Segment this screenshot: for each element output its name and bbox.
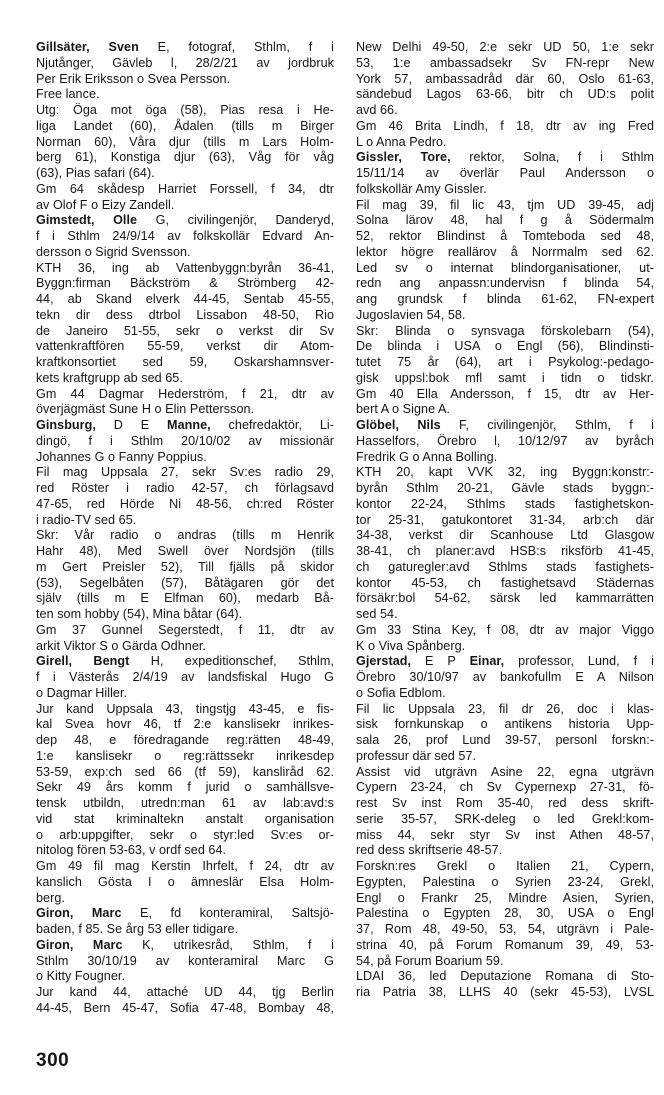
text-line	[36, 843, 334, 859]
text-line	[36, 560, 334, 576]
text-line	[356, 103, 654, 119]
entry-text: berg 61), Konstiga djur (63), Våg för våg	[36, 150, 334, 165]
text-line	[36, 213, 334, 229]
text-line	[356, 812, 654, 828]
text-line	[36, 544, 334, 560]
text-line	[36, 40, 334, 56]
text-line	[356, 497, 654, 513]
text-line	[36, 103, 334, 119]
entry-text: (53), Segelbåten (57), Båtägaren gör det	[36, 575, 334, 590]
text-line	[36, 922, 334, 938]
entry-text: f i Västerås 2/4/19 av landsfiskal Hugo G	[36, 670, 334, 684]
entry-text: lektor högre reallärov å Norrmalm sed 62.	[356, 244, 654, 259]
text-line	[356, 182, 654, 198]
entry-text: 34-38, verkst dir Scanhouse Ltd Glasgow	[356, 528, 654, 543]
entry-text: 47-65, red Hörde Ni 48-56, ch:red Röster	[36, 496, 334, 511]
text-line	[356, 891, 654, 907]
entry-text: KTH 36, ing ab Vattenbyggn:byrån 36-41,	[36, 260, 334, 275]
text-line	[36, 166, 334, 182]
entry-text: Jur kand 44, attaché UD 44, tjg Berlin	[36, 985, 334, 999]
biography-entry	[356, 654, 654, 1001]
entry-text: bert A o Signe A.	[356, 402, 450, 417]
entry-text: försäkr:bol 54-62, särsk led kammarrätten	[356, 591, 654, 606]
entry-text: D E	[95, 418, 168, 432]
entry-text: redn ang anpassn:undervisn f blinda 54,	[356, 276, 654, 291]
text-line	[356, 213, 654, 229]
entry-text: Gm 40 Ella Andersson, f 15, dtr av Her-	[356, 386, 654, 401]
entry-text: Egypten, Palestina o Syrien 23-24, Grekl,	[356, 874, 654, 889]
text-line	[36, 702, 334, 718]
entry-text: Led sv o internat blindorganisationer, ut-	[356, 260, 654, 275]
entry-text: i radio-TV sed 65.	[36, 512, 137, 527]
text-line	[36, 733, 334, 749]
text-line	[36, 1001, 334, 1017]
entry-text: sed 54.	[356, 607, 398, 621]
entry-text: de Janeiro 51-55, sekr o verkst dir Sv	[36, 323, 334, 338]
text-line	[356, 355, 654, 371]
text-line	[36, 150, 334, 166]
entry-text: arkit Viktor S o Gärda Odhner.	[36, 638, 206, 653]
entry-text: Free lance.	[36, 87, 100, 102]
entry-text: K, utrikesråd, Sthlm, f i	[122, 937, 334, 952]
text-line	[36, 261, 334, 277]
entry-text: 52, rektor Blindinst å Tomteboda sed 48,	[356, 229, 654, 243]
text-line	[36, 717, 334, 733]
entry-text: kraftkonsortiet sed 59, Oskarshamnsver-	[36, 355, 334, 369]
entry-text: KTH 20, kapt VVK 32, ing Byggn:konstr:-	[356, 465, 654, 480]
entry-text: 53-59, exp:ch sed 66 (tf 59), kansliråd 62.	[36, 764, 334, 779]
text-line	[356, 528, 654, 544]
entry-text: L o Anna Pedro.	[356, 134, 447, 149]
entry-text: York 57, ambassadråd där 60, Oslo 61-63,	[356, 71, 654, 86]
entry-text: nitolog fören 53-63, v ordf sed 64.	[36, 843, 227, 858]
text-line	[356, 292, 654, 308]
text-line	[356, 308, 654, 324]
entry-name: Gillsäter, Sven	[36, 40, 139, 54]
entry-text: strina 40, på Forum Romanum 39, 49, 53-	[356, 937, 654, 952]
text-line	[36, 985, 334, 1001]
text-line	[356, 513, 654, 529]
entry-text: o Kitty Fougner.	[36, 969, 126, 984]
text-line	[356, 859, 654, 875]
text-line	[36, 245, 334, 261]
entry-text: Skr: Vår radio o andras (tills m Henrik	[36, 528, 334, 543]
entry-text: K o Viva Spånberg.	[356, 638, 466, 653]
text-line	[36, 513, 334, 529]
biography-entry	[36, 418, 334, 654]
entry-text: G, civilingenjör, Danderyd,	[137, 213, 335, 228]
entry-text: 44, ab Skand elverk 44-45, Sentab 45-55,	[36, 292, 334, 306]
entry-text: 54, på Forum Boarium 59.	[356, 953, 504, 968]
page-number: 300	[36, 1050, 70, 1071]
entry-text: baden, f 85. Se årg 53 eller tidigare.	[36, 922, 239, 936]
entry-text: ria Patria 38, LLHS 40 (sekr 45-53), LVSL	[356, 985, 654, 999]
biography-entry	[356, 40, 654, 150]
entry-text: o arb:uppgifter, sekr o styr:led Sv:es or-	[36, 827, 334, 842]
text-line	[356, 434, 654, 450]
text-line	[36, 387, 334, 403]
text-line	[356, 198, 654, 214]
text-line	[356, 765, 654, 781]
text-line	[36, 623, 334, 639]
entry-text: berg.	[36, 890, 65, 905]
text-line	[356, 843, 654, 859]
entry-text: 53, 1:e ambassadsekr Sv FN-repr New	[356, 55, 654, 70]
text-line	[356, 828, 654, 844]
entry-text: professur där sed 57.	[356, 748, 477, 763]
entry-text: Gm 37 Gunnel Segerstedt, f 11, dtr av	[36, 622, 334, 637]
entry-text: vattenkraftfören 55-59, verkst dir Atom-	[36, 339, 334, 354]
text-line	[36, 686, 334, 702]
text-line	[356, 591, 654, 607]
text-line	[356, 686, 654, 702]
biography-entry	[36, 938, 334, 1017]
entry-text: Gm 49 fil mag Kerstin Ihrfelt, f 24, dtr av	[36, 859, 334, 873]
text-line	[36, 276, 334, 292]
entry-text: ch gaturegler:avd Sthlms stads fastighets-	[356, 559, 654, 574]
text-line	[356, 261, 654, 277]
entry-text: o Sofia Edblom.	[356, 685, 446, 700]
entry-text: Forskn:res Grekl o Italien 21, Cypern,	[356, 859, 654, 873]
text-line	[36, 654, 334, 670]
entry-text: red dess skriftserie 48-57.	[356, 843, 503, 858]
text-line	[36, 119, 334, 135]
entry-text: f i Sthlm 24/9/14 av folkskollär Edvard An-	[36, 229, 334, 243]
text-line	[356, 402, 654, 418]
text-line	[356, 922, 654, 938]
text-line	[36, 749, 334, 765]
text-line	[36, 875, 334, 891]
text-line	[356, 654, 654, 670]
entry-text: ang grundsk f blinda 61-62, FN-expert	[356, 292, 654, 306]
text-line	[36, 198, 334, 214]
entry-text: kontor 45-53, ch fastighetsavd Städernas	[356, 575, 654, 590]
text-line	[356, 985, 654, 1001]
text-line	[36, 481, 334, 497]
text-line	[36, 765, 334, 781]
text-line	[36, 324, 334, 340]
text-line	[36, 402, 334, 418]
text-line	[356, 465, 654, 481]
text-line	[36, 292, 334, 308]
entry-text: Njutånger, Gävleb l, 28/2/21 av jordbruk	[36, 55, 334, 70]
entry-text: Gm 44 Dagmar Hederström, f 21, dtr av	[36, 386, 334, 401]
entry-text: dep 48, e föredragande reg:rätten 48-49,	[36, 733, 334, 747]
entry-text: Fredrik G o Anna Bolling.	[356, 449, 498, 464]
entry-text: Per Erik Eriksson o Svea Persson.	[36, 71, 231, 86]
text-line	[36, 906, 334, 922]
entry-text: av Olof F o Eizy Zandell.	[36, 197, 175, 212]
entry-text: dingö, f i Sthlm 20/10/02 av missionär	[36, 433, 334, 448]
text-line	[356, 245, 654, 261]
text-line	[356, 969, 654, 985]
entry-text: ten som hobby (54), Mina båtar (64).	[36, 607, 243, 621]
biography-entry	[356, 418, 654, 654]
text-line	[356, 623, 654, 639]
entry-text: H, expeditionschef, Sthlm,	[129, 654, 334, 669]
text-line	[356, 339, 654, 355]
entry-name: Ginsburg,	[36, 418, 96, 432]
entry-text: Byggn:firman Bäckström & Strömberg 42-	[36, 276, 334, 291]
entry-text: Sthlm 30/10/19 av konteramiral Marc G	[36, 953, 334, 968]
text-line	[36, 308, 334, 324]
text-line	[36, 780, 334, 796]
text-line	[356, 560, 654, 576]
entry-text: De blinda i USA o Engl (56), Blindinsti-	[356, 339, 654, 354]
text-line	[36, 56, 334, 72]
entry-text: Utg: Öga mot öga (58), Pias resa i He-	[36, 103, 334, 117]
entry-text: F, civilingenjör, Sthlm, f i	[440, 418, 654, 432]
entry-text: Hasselfors, Örebro l, 10/12/97 av byråch	[356, 433, 654, 448]
text-line	[356, 481, 654, 497]
entry-text: 44-45, Bern 45-47, Sofia 47-48, Bombay 48,	[36, 1000, 334, 1015]
entry-text: 37, Rom 48, 49-50, 53, 54, utgrävn i Pale-	[356, 922, 654, 936]
entry-text: tensk utbildn, utredn:man 61 av lab:avd:s	[36, 796, 334, 810]
entry-text: Gm 46 Brita Lindh, f 18, dtr av ing Fred	[356, 118, 654, 133]
entry-text: New Delhi 49-50, 2:e sekr UD 50, 1:e sekr	[356, 40, 654, 54]
entry-text: red Röster i radio 42-57, ch förlagsavd	[36, 481, 334, 495]
entry-text: chefredaktör, Li-	[210, 418, 334, 432]
text-line	[356, 150, 654, 166]
entry-text: avd 66.	[356, 103, 398, 117]
left-column	[36, 40, 334, 1017]
text-line	[36, 497, 334, 513]
text-line	[356, 749, 654, 765]
entry-name: Giron, Marc	[36, 937, 123, 952]
entry-text: serie 35-57, SRK-deleg o led Grekl:kom-	[356, 811, 654, 826]
entry-text: Gm 64 skådesp Harriet Forssell, f 34, dtr	[36, 181, 334, 196]
text-line	[36, 591, 334, 607]
entry-text: byrån Sthlm 20-21, Gävle stads byggn:-	[356, 481, 654, 495]
text-line	[36, 891, 334, 907]
text-line	[36, 135, 334, 151]
entry-name: Girell, Bengt	[36, 654, 130, 669]
text-line	[356, 875, 654, 891]
entry-text: E, fd konteramiral, Saltsjö-	[121, 906, 334, 921]
entry-text: Örebro 30/10/97 av bankofullm E A Nilson	[356, 670, 654, 684]
text-line	[356, 418, 654, 434]
entry-text: rest Sv inst Rom 35-40, red dess skrift-	[356, 796, 654, 810]
text-line	[36, 607, 334, 623]
entry-text: kets kraftgrupp ab sed 65.	[36, 370, 183, 385]
entry-text: rektor, Solna, f i Sthlm	[450, 150, 654, 165]
entry-text: E P	[411, 654, 470, 669]
entry-text: gisk uppsl:bok mfl samt i tidn o tidskr.	[356, 370, 654, 385]
text-line	[356, 906, 654, 922]
text-line	[36, 796, 334, 812]
text-line	[356, 938, 654, 954]
text-line	[356, 40, 654, 56]
entry-text: tutet 75 år (64), art i Psykolog:-pedago-	[356, 355, 654, 369]
text-line	[36, 639, 334, 655]
entry-text: kontor 22-24, Sthlms stads fastighetskon-	[356, 496, 654, 511]
text-line	[356, 607, 654, 623]
text-line	[36, 182, 334, 198]
entry-text: o Dagmar Hiller.	[36, 685, 128, 700]
entry-name: Einar,	[469, 654, 505, 669]
text-line	[356, 87, 654, 103]
text-line	[36, 355, 334, 371]
entry-text: Solna lärov 48, hal f g å Södermalm	[356, 213, 654, 228]
text-line	[356, 229, 654, 245]
entry-text: Engl o Frankr 25, Mindre Asien, Syrien,	[356, 890, 654, 905]
text-line	[36, 576, 334, 592]
right-column	[356, 40, 654, 1001]
text-line	[36, 828, 334, 844]
text-line	[356, 576, 654, 592]
entry-text: professor, Lund, f i	[504, 654, 654, 669]
entry-name: Gimstedt, Olle	[36, 213, 138, 228]
text-line	[36, 859, 334, 875]
text-line	[356, 702, 654, 718]
text-line	[36, 72, 334, 88]
entry-text: Fil lic Uppsala 23, fil dr 26, doc i klas-	[356, 701, 654, 716]
text-line	[356, 639, 654, 655]
text-line	[356, 371, 654, 387]
text-line	[36, 465, 334, 481]
entry-text: (63), Pias safari (64).	[36, 166, 155, 180]
text-line	[356, 717, 654, 733]
text-line	[356, 276, 654, 292]
entry-text: Jur kand Uppsala 43, tingstjg 43-45, e fis-	[36, 701, 334, 716]
entry-text: Palestina o Egypten 28, 30, USA o Engl	[356, 906, 654, 921]
entry-name: Gissler, Tore,	[356, 150, 451, 165]
entry-text: sändebud Lagos 63-66, bitr ch UD:s polit	[356, 87, 654, 102]
biography-entry	[36, 40, 334, 213]
entry-text: Johannes G o Fanny Poppius.	[36, 449, 207, 464]
entry-text: folkskollär Amy Gissler.	[356, 181, 487, 196]
entry-text: Skr: Blinda o synsvaga förskolebarn (54),	[356, 323, 654, 338]
text-line	[36, 418, 334, 434]
entry-text: 15/11/14 av överlär Paul Andersson o	[356, 166, 654, 180]
entry-text: miss 44, sekr styr Sv inst Athen 48-57,	[356, 827, 654, 842]
entry-text: kal Svea hovr 46, tf 2:e kanslisekr inrikes-	[36, 717, 334, 732]
text-line	[36, 371, 334, 387]
entry-text: tekn dir dess dtrbol Lissabon 48-50, Rio	[36, 307, 334, 322]
biography-entry	[36, 906, 334, 938]
entry-text: Cypern 23-24, ch Sv Cypernexp 27-31, fö-	[356, 780, 654, 795]
entry-name: Giron, Marc	[36, 906, 122, 921]
text-line	[356, 733, 654, 749]
entry-text: Norman 60), Våra djur (tills m Lars Holm-	[36, 134, 334, 149]
text-line	[356, 670, 654, 686]
entry-text: Fil mag Uppsala 27, sekr Sv:es radio 29,	[36, 465, 334, 480]
entry-text: överjägmäst Sune H o Elin Pettersson.	[36, 402, 255, 417]
entry-text: tor 25-31, gatukontoret 31-34, arb:ch där	[356, 512, 654, 527]
entry-text: E, fotograf, Sthlm, f i	[138, 40, 334, 54]
text-line	[356, 450, 654, 466]
text-line	[356, 135, 654, 151]
text-line	[356, 72, 654, 88]
entry-text: Jugoslavien 54, 58.	[356, 307, 466, 322]
entry-text: LDAI 36, led Deputazione Romana di Sto-	[356, 969, 654, 984]
entry-text: dersson o Sigrid Svensson.	[36, 244, 191, 259]
text-line	[356, 544, 654, 560]
text-line	[36, 87, 334, 103]
entry-name: Gjerstad,	[356, 654, 412, 669]
entry-text: Fil mag 39, fil lic 43, tjm UD 39-45, adj	[356, 197, 654, 212]
entry-text: Sekr 49 års komm f jurid o samhällsve-	[36, 780, 334, 795]
text-line	[356, 166, 654, 182]
text-line	[36, 229, 334, 245]
text-line	[36, 450, 334, 466]
entry-name: Glöbel, Nils	[356, 418, 441, 432]
entry-text: Hahr 48), Med Swell över Nordsjön (tills	[36, 544, 334, 558]
text-line	[356, 954, 654, 970]
text-line	[356, 119, 654, 135]
entry-text: 38-41, ch planer:avd HSB:s riksförb 41-45,	[356, 544, 654, 558]
entry-text: Assist vid utgrävn Asine 22, egna utgrävn	[356, 764, 654, 779]
text-line	[36, 528, 334, 544]
entry-text: själv (tills m E Elfman 60), medarb Bå-	[36, 591, 334, 606]
entry-text: 1:e kanslisekr o reg:rättssekr inrikesdep	[36, 748, 334, 763]
entry-text: Gm 33 Stina Key, f 08, dtr av major Viggo	[356, 622, 654, 637]
entry-text: m Gert Preisler 52), Till fjälls på skidor	[36, 559, 334, 574]
text-line	[356, 780, 654, 796]
text-line	[36, 969, 334, 985]
entry-name: Manne,	[167, 418, 211, 432]
text-line	[356, 324, 654, 340]
entry-text: sisk fornkunskap o antikens historia Upp-	[356, 717, 654, 732]
entry-text: kanslich Gösta I o ämneslär Elsa Holm-	[36, 874, 334, 889]
text-line	[36, 339, 334, 355]
entry-text: liga Landet (60), Ådalen (tills m Birger	[36, 118, 334, 133]
text-line	[356, 796, 654, 812]
text-line	[356, 56, 654, 72]
text-line	[36, 812, 334, 828]
text-line	[356, 387, 654, 403]
entry-text: vid stat kriminaltekn anstalt organisation	[36, 811, 334, 826]
biography-entry	[36, 213, 334, 418]
text-line	[36, 954, 334, 970]
entry-text: sala 26, prof Lund 39-57, personl forskn:-	[356, 733, 654, 747]
text-line	[36, 938, 334, 954]
text-line	[36, 434, 334, 450]
biography-entry	[356, 150, 654, 418]
text-line	[36, 670, 334, 686]
biography-entry	[36, 654, 334, 906]
